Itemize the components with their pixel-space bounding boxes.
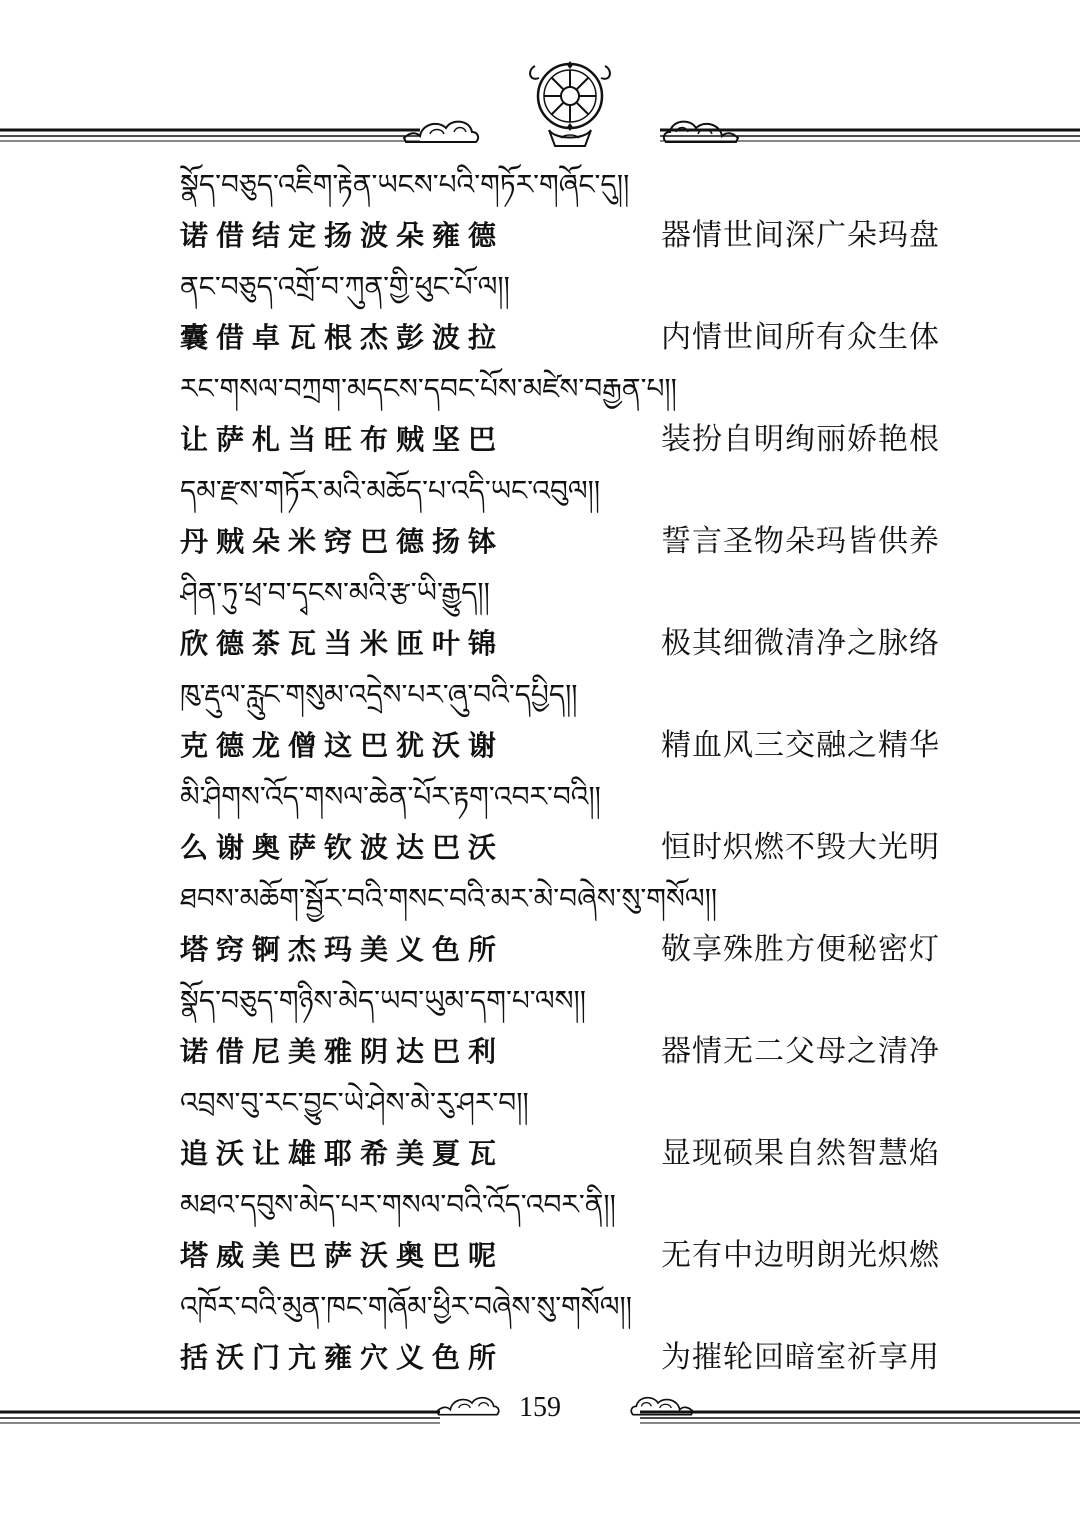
- translation-line: [180, 516, 940, 568]
- translation-line: [180, 414, 940, 466]
- verse: [180, 160, 940, 262]
- verse: [180, 1078, 940, 1180]
- verse: [180, 670, 940, 772]
- meaning-text: 为摧轮回暗室祈享用: [661, 1340, 940, 1375]
- tibetan-line: འབྲས་བུ་རང་བྱུང་ཡེ་ཤེས་མེ་རུ་ཤར་བ།།: [180, 1086, 529, 1119]
- meaning-text: 极其细微清净之脉络: [661, 626, 940, 661]
- meaning-text: 器情无二父母之清净: [661, 1034, 940, 1069]
- translation-line: [180, 618, 940, 670]
- translation-line: [180, 1026, 940, 1078]
- phonetic-text: 么谢奥萨钦波达巴沃: [180, 831, 505, 864]
- tibetan-line: ནང་བཅུད་འགྲོ་བ་ཀུན་གྱི་ཕུང་པོ་ལ།།: [180, 270, 510, 303]
- meaning-text: 精血风三交融之精华: [661, 728, 940, 763]
- meaning-text: 敬享殊胜方便秘密灯: [661, 932, 940, 967]
- translation-line: [180, 210, 940, 262]
- tibetan-line: མཐའ་དབུས་མེད་པར་གསལ་བའི་འོད་འབར་ནི།།: [180, 1188, 616, 1221]
- phonetic-text: 塔窍锕杰玛美义色所: [180, 933, 505, 966]
- verse: [180, 976, 940, 1078]
- phonetic-text: 克德龙僧这巴犹沃谢: [180, 729, 505, 762]
- translation-line: [180, 312, 940, 364]
- tibetan-line: རང་གསལ་བཀྲག་མདངས་དབང་པོས་མཛེས་བརྒྱན་པ།།: [180, 372, 677, 405]
- tibetan-line: སྣོད་བཅུད་གཉིས་མེད་ཡབ་ཡུམ་དག་པ་ལས།།: [180, 984, 586, 1017]
- translation-line: [180, 1128, 940, 1180]
- phonetic-text: 让萨札当旺布贼坚巴: [180, 423, 505, 456]
- tibetan-line: ཁུ་རྡུལ་རླུང་གསུམ་འདྲེས་པར་ཞུ་བའི་དཔྱིད།།: [180, 678, 578, 711]
- tibetan-line: དམ་རྫས་གཏོར་མའི་མཆོད་པ་འདི་ཡང་འབུལ།།: [180, 474, 601, 507]
- phonetic-text: 诺借结定扬波朵雍德: [180, 219, 505, 252]
- meaning-text: 誓言圣物朵玛皆供养: [661, 524, 940, 559]
- translation-line: [180, 822, 940, 874]
- phonetic-text: 括沃门亢雍穴义色所: [180, 1341, 505, 1374]
- meaning-text: 装扮自明绚丽娇艳根: [661, 422, 940, 457]
- meaning-text: 内情世间所有众生体: [661, 320, 940, 355]
- phonetic-text: 诺借尼美雅阴达巴利: [180, 1035, 505, 1068]
- page-number: 159: [519, 1392, 561, 1423]
- verse: [180, 772, 940, 874]
- tibetan-line: འཁོར་བའི་མུན་ཁང་གཞོམ་ཕྱིར་བཞེས་སུ་གསོལ།།: [180, 1290, 632, 1323]
- cloud-ornament-icon: [400, 110, 480, 146]
- phonetic-text: 囊借卓瓦根杰彭波拉: [180, 321, 505, 354]
- verse-list: [180, 160, 940, 1384]
- translation-line: [180, 1332, 940, 1384]
- tibetan-line: མི་ཤིགས་འོད་གསལ་ཆེན་པོར་རྟག་འབར་བའི།།: [180, 780, 601, 813]
- verse: [180, 466, 940, 568]
- tibetan-line: སྣོད་བཅུད་འཇིག་རྟེན་ཡངས་པའི་གཏོར་གཞོང་དུ།།: [180, 168, 630, 201]
- verse: [180, 1282, 940, 1384]
- meaning-text: 恒时炽燃不毁大光明: [661, 830, 940, 865]
- meaning-text: 器情世间深广朵玛盘: [661, 218, 940, 253]
- verse: [180, 1180, 940, 1282]
- phonetic-text: 欣德茶瓦当米匝叶锦: [180, 627, 505, 660]
- verse: [180, 262, 940, 364]
- meaning-text: 显现硕果自然智慧焰: [661, 1136, 940, 1171]
- translation-line: [180, 1230, 940, 1282]
- phonetic-text: 丹贼朵米窍巴德扬钵: [180, 525, 505, 558]
- cloud-ornament-icon: [662, 110, 742, 146]
- phonetic-text: 塔威美巴萨沃奥巴呢: [180, 1239, 505, 1272]
- verse: [180, 568, 940, 670]
- tibetan-line: ཐབས་མཆོག་སྦྱོར་བའི་གསང་བའི་མར་མེ་བཞེས་སུ་གསོལ།།: [180, 882, 718, 915]
- meaning-text: 无有中边明朗光炽燃: [661, 1238, 940, 1273]
- tibetan-line: ཤིན་ཏུ་ཕྲ་བ་དྭངས་མའི་རྩ་ཡི་རྒྱུད།།: [180, 576, 490, 609]
- verse: [180, 874, 940, 976]
- phonetic-text: 追沃让雄耶希美夏瓦: [180, 1137, 505, 1170]
- translation-line: [180, 720, 940, 772]
- translation-line: [180, 924, 940, 976]
- verse: [180, 364, 940, 466]
- dharma-wheel-icon: [525, 56, 615, 152]
